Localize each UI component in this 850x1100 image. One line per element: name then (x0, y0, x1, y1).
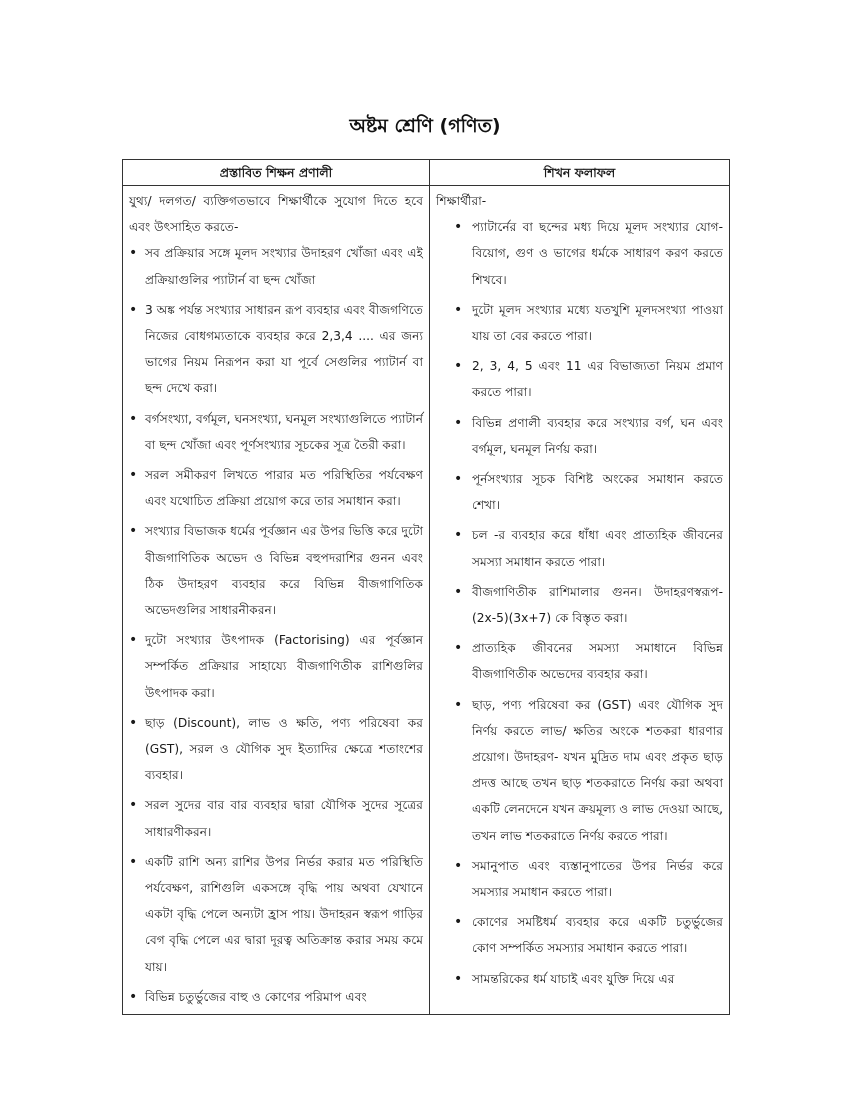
list-item-text: বিভিন্ন চতুর্ভুজের বাহু ও কোণের পরিমাপ এবং (145, 989, 367, 1004)
list-item (436, 410, 723, 462)
list-item-text: সামন্তরিকের ধর্ম যাচাই এবং যুক্তি দিয়ে এর (472, 971, 675, 986)
list-item (436, 214, 723, 293)
list-item (436, 297, 723, 349)
list-item-text: বর্গসংখ্যা, বর্গমূল, ঘনসংখ্যা, ঘনমূল সংখ্যাগুলিতে প্যাটার্ন বা ছন্দ খোঁজা এবং পূর্ণসংখ্যার সূচকের সূত্র তৈরী করা। (145, 411, 423, 452)
list-item (436, 966, 723, 992)
header-learning-outcome: শিখন ফলাফল (430, 160, 730, 186)
list-item (436, 635, 723, 687)
bullet-icon: • (129, 853, 138, 870)
list-item (129, 406, 423, 458)
list-item-text: 3 অঙ্ক পর্যন্ত সংখ্যার সাধারন রূপ ব্যবহার এবং বীজগণিতে নিজের বোধগম্যতাকে ব্যবহার করে 2,3,4 .... এর জন্য ভাগের নিয়ম নিরূপন করা যা পূর্বে সেগুলির প্যাটার্ন বা ছন্দ দেখে করা। (145, 302, 423, 396)
list-item (129, 240, 423, 292)
bullet-icon: • (129, 714, 138, 731)
teaching-method-list (129, 240, 423, 1010)
bullet-icon: • (454, 414, 463, 431)
list-item (436, 522, 723, 574)
list-item-text: প্রাত্যহিক জীবনের সমস্যা সমাধানে বিভিন্ন বীজগাণিতীক অভেদের ব্যবহার করা। (472, 641, 723, 682)
bullet-icon: • (454, 857, 463, 874)
list-item (436, 466, 723, 518)
teaching-method-intro: যুথ্য/ দলগত/ ব্যক্তিগতভাবে শিক্ষার্থীকে সুযোগ দিতে হবে এবং উৎসাহিত করতে- (129, 194, 423, 235)
bullet-icon: • (129, 988, 138, 1005)
list-item (129, 627, 423, 706)
bullet-icon: • (454, 970, 463, 987)
bullet-icon: • (129, 301, 138, 318)
list-item-text: 2, 3, 4, 5 এবং 11 এর বিভাজ্যতা নিয়ম প্রমাণ করতে পারা। (472, 359, 723, 400)
list-item (436, 853, 723, 905)
table-header-row (123, 160, 730, 186)
bullet-icon: • (129, 410, 138, 427)
list-item (436, 692, 723, 849)
bullet-icon: • (454, 914, 463, 931)
list-item-text: পূর্নসংখ্যার সূচক বিশিষ্ট অংকের সমাধান করতে শেখা। (472, 472, 723, 513)
table-row (123, 186, 730, 1015)
list-item (129, 462, 423, 514)
list-item-text: দুটো সংখ্যার উৎপাদক (Factorising) এর পূর্বজ্ঞান সম্পর্কিত প্রক্রিয়ার সাহায্যে বীজগাণিতীক রাশিগুলির উৎপাদক করা। (145, 633, 423, 700)
list-item-text: সব প্রক্রিয়ার সঙ্গে মূলদ সংখ্যার উদাহরণ খোঁজা এবং এই প্রক্রিয়াগুলির প্যাটার্ন বা ছন্দ খোঁজা (145, 246, 423, 287)
list-item (129, 984, 423, 1010)
list-item (129, 518, 423, 623)
teaching-method-cell (123, 186, 430, 1015)
bullet-icon: • (454, 696, 463, 713)
list-item-text: দুটো মূলদ সংখ্যার মধ্যে যতখুশি মূলদসংখ্যা পাওয়া যায় তা বের করতে পারা। (472, 302, 723, 344)
list-item-text: ছাড়, পণ্য পরিষেবা কর (GST) এবং যৌগিক সুদ নির্ণয় করতে লাভ/ ক্ষতির অংকে শতকরা ধারণার প্রয়োগ। উদাহরণ- যখন মুদ্রিত দাম এবং প্রকৃত ছাড় প্রদত্ত আছে তখন ছাড় শতকরাতে নির্ণয় করা অথবা একটি লেনদেনে যখন ক্রয়মূল্য ও লাভ দেওয়া আছে, তখন লাভ শতকরাতে নির্ণয় করতে পারা। (472, 697, 723, 843)
list-item-text: চল -র ব্যবহার করে ধাঁধা এবং প্রাত্যহিক জীবনের সমস্যা সমাধান করতে পারা। (472, 528, 723, 569)
bullet-icon: • (129, 245, 138, 262)
list-item-text: সরল সুদের বার বার ব্যবহার দ্বারা যৌগিক সুদের সূত্রের সাধারণীকরন। (145, 798, 423, 839)
list-item-text: কোণের সমষ্টিধর্ম ব্যবহার করে একটি চতুর্ভুজের কোণ সম্পর্কিত সমস্যার সমাধান করতে পারা। (472, 915, 723, 956)
page-title: অষ্টম শ্রেণি (গণিত) (349, 115, 501, 137)
list-item (436, 579, 723, 631)
list-item-text: সংখ্যার বিভাজক ধর্মের পূর্বজ্ঞান এর উপর ভিত্তি করে দুটো বীজগাণিতিক অভেদ ও বিভিন্ন বহুপদরাশির গুনন এবং ঠিক উদাহরণ ব্যবহার করে বিভিন্ন বীজগাণিতিক অভেদগুলির সাধারনীকরন। (145, 524, 423, 618)
bullet-icon: • (129, 523, 138, 540)
list-item-text: সরল সমীকরণ লিখতে পারার মত পরিস্থিতির পর্যবেক্ষণ এবং যথোচিত প্রক্রিয়া প্রয়োগ করে তার সমাধান করা। (145, 468, 423, 509)
bullet-icon: • (454, 527, 463, 544)
list-item (129, 297, 423, 402)
list-item-text: বিভিন্ন প্রণালী ব্যবহার করে সংখ্যার বর্গ, ঘন এবং বর্গমূল, ঘনমূল নির্ণয় করা। (472, 415, 723, 456)
bullet-icon: • (129, 632, 138, 649)
bullet-icon: • (454, 640, 463, 657)
bullet-icon: • (454, 219, 463, 236)
list-item (436, 353, 723, 405)
bullet-icon: • (129, 467, 138, 484)
list-item (129, 710, 423, 789)
curriculum-table (122, 159, 730, 1015)
bullet-icon: • (129, 797, 138, 814)
list-item-text: ছাড় (Discount), লাভ ও ক্ষতি, পণ্য পরিষেবা কর (GST), সরল ও যৌগিক সুদ ইত্যাদির ক্ষেত্রে শতাংশের ব্যবহার। (145, 715, 423, 783)
list-item (129, 849, 423, 980)
list-item-text: বীজগাণিতীক রাশিমালার গুনন। উদাহরণস্বরূপ- (2x-5)(3x+7) কে বিস্তৃত করা। (472, 584, 723, 626)
bullet-icon: • (454, 583, 463, 600)
header-teaching-method: প্রস্তাবিত শিক্ষন প্রণালী (123, 160, 430, 186)
list-item-text: প্যাটার্নের বা ছন্দের মধ্য দিয়ে মূলদ সংখ্যার যোগ- বিয়োগ, গুণ ও ভাগের ধর্মকে সাধারণ করণ করতে শিখবে। (472, 220, 723, 287)
list-item (436, 909, 723, 961)
list-item-text: একটি রাশি অন্য রাশির উপর নির্ভর করার মত পরিস্থিতি পর্যবেক্ষণ, রাশিগুলি একসঙ্গে বৃদ্ধি পায় অথবা যেখানে একটা বৃদ্ধি পেলে অন্যটা হ্রাস পায়। উদাহরন স্বরূপ গাড়ির বেগ বৃদ্ধি পেলে এর দ্বারা দূরত্ব অতিক্রান্ত করার সময় কমে যায়। (145, 854, 423, 974)
list-item-text: সমানুপাত এবং ব্যস্তানুপাতের উপর নির্ভর করে সমস্যার সমাধান করতে পারা। (472, 858, 723, 900)
bullet-icon: • (454, 301, 463, 318)
bullet-icon: • (454, 358, 463, 375)
learning-outcome-intro: শিক্ষার্থীরা- (436, 194, 487, 208)
list-item (129, 792, 423, 844)
learning-outcome-list (436, 214, 723, 992)
learning-outcome-cell (430, 186, 730, 1015)
bullet-icon: • (454, 471, 463, 488)
